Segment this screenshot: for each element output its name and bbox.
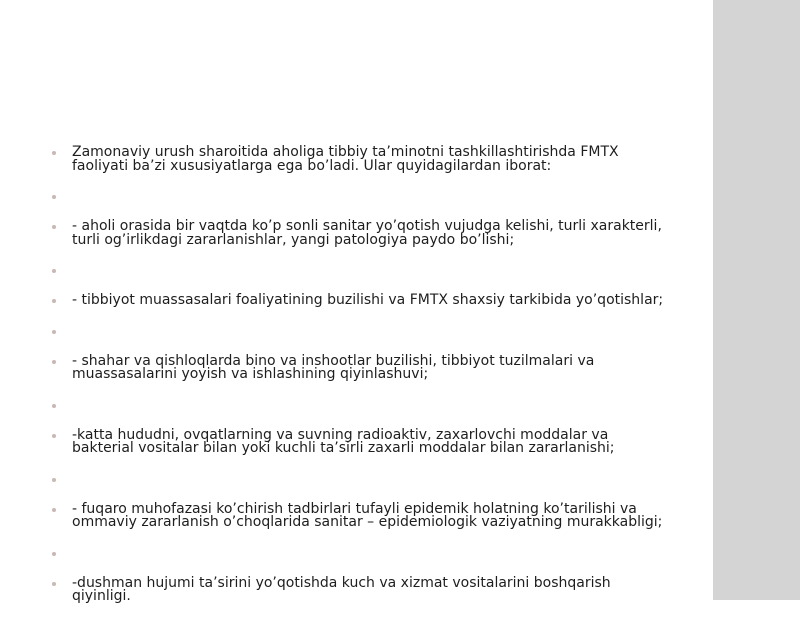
bullet-item [52,325,672,338]
bullet-dot-icon [52,330,56,334]
bullet-item [52,399,672,412]
bullet-item [52,146,672,173]
bullet-text: - tibbiyot muassasalari foaliyatining buzilishi va FMTX shaxsiy tarkibida yo’qotishlar; [72,292,664,308]
bullet-item [52,500,672,530]
bullet-item [52,547,672,560]
bullet-text: - shahar va qishloqlarda bino va inshootlar buzilishi, tibbiyot tuzilmalari va muassasalarini yoyish va ishlashining qiyinlashuvi; [72,352,595,382]
bullet-dot-icon [52,552,56,556]
bullet-dot-icon [52,582,56,586]
bullet-item [52,426,672,456]
bullet-text: Zamonaviy urush sharoitida aholiga tibbiy ta’minotni tashkillashtirishda FMTX faoliyati ba’zi xususiyatlarga ega bo’ladi. Ular quyidagilardan iborat: [72,144,619,174]
bullet-text: -katta hududni, ovqatlarning va suvning radioaktiv, zaxarlovchi moddalar va bakterial vositalar bilan yoki kuchli ta’sirli zaxarli moddalar bilan zararlanishi; [72,426,615,456]
bullet-list [52,146,672,604]
bullet-text: - aholi orasida bir vaqtda ko’p sonli sanitar yo’qotish vujudga kelishi, turli xarakterli, turli og’irlikdagi zararlanishlar, yangi patologiya paydo bo’lishi; [72,218,662,248]
bullet-item [52,352,672,382]
bullet-text: - fuqaro muhofazasi ko’chirish tadbirlari tufayli epidemik holatning ko’tarilishi va ommaviy zararlanish o’choqlarida sanitar – epidemiologik vaziyatning murakkabligi; [72,500,663,530]
bullet-item [52,264,672,277]
bullet-dot-icon [52,478,56,482]
bullet-text: -dushman hujumi ta’sirini yo’qotishda kuch va xizmat vositalarini boshqarish qiyinligi. [72,574,611,604]
side-accent-band [713,0,800,600]
bullet-item [52,190,672,203]
bullet-dot-icon [52,195,56,199]
bullet-dot-icon [52,404,56,408]
bullet-dot-icon [52,269,56,273]
bullet-dot-icon [52,508,56,512]
bullet-dot-icon [52,225,56,229]
bullet-item [52,473,672,486]
bullet-dot-icon [52,299,56,303]
slide-content [52,146,672,621]
bullet-item [52,220,672,247]
bullet-dot-icon [52,434,56,438]
bullet-item [52,574,672,604]
bullet-dot-icon [52,151,56,155]
bullet-dot-icon [52,360,56,364]
bullet-item [52,294,672,308]
